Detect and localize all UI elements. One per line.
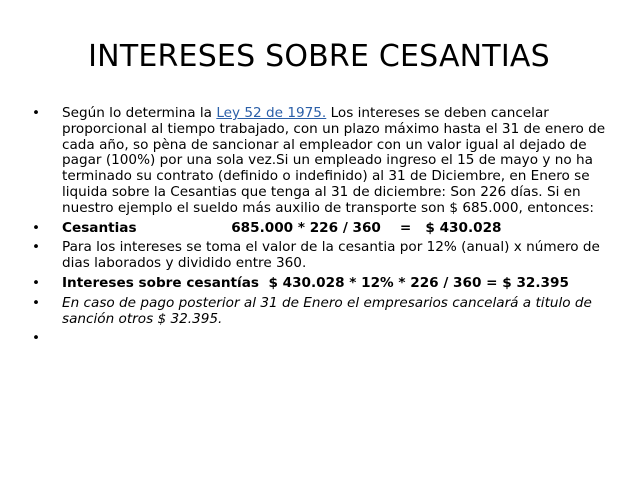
bullet-interest-rule	[30, 240, 618, 272]
interest-formula: $ 430.028 * 12% * 226 / 360 = $ 32.395	[268, 274, 569, 291]
bullet-icon: •	[31, 219, 41, 236]
bullet-cesantias-calc	[30, 221, 618, 237]
late-payment-text: En caso de pago posterior al 31 de Enero el empresarios cancelará a titulo de sanción otros $ 32.395.	[62, 294, 592, 327]
bullet-law-explanation	[30, 106, 618, 217]
law-text-intro: Según lo determina la	[62, 105, 217, 121]
bullet-late-payment	[30, 296, 618, 328]
cesantias-spacer	[137, 220, 232, 236]
cesantias-formula: 685.000 * 226 / 360 = $ 430.028	[231, 219, 502, 236]
law-text-body: Los intereses se deben cancelar proporcional al tiempo trabajado, con un plazo máximo hasta el 31 de enero de cada año, so pèna de sancionar al empleador con un valor igual al dejado de pagar (100%) por una sola vez.Si un empleado ingreso el 15 de mayo y no ha terminado su contrato (definido o indefinido) al 31 de Diciembre, en Enero se liquida sobre la Cesantias que tenga al 31 de diciembre: Son 226 días. Si en nuestro ejemplo el sueldo más auxilio de transporte son $ 685.000, entonces:	[62, 105, 606, 216]
interest-label: Intereses sobre cesantías	[62, 274, 259, 291]
bullet-interest-calc	[30, 276, 618, 292]
interest-rule-text: Para los intereses se toma el valor de la cesantia por 12% (anual) x número de dias laborados y dividido entre 360.	[62, 239, 600, 272]
law-link[interactable]: Ley 52 de 1975.	[216, 105, 327, 121]
bullet-icon: •	[31, 105, 41, 121]
cesantias-label: Cesantias	[62, 219, 137, 236]
bullet-list	[30, 106, 618, 351]
bullet-empty	[30, 331, 618, 347]
slide-title: INTERESES SOBRE CESANTIAS	[88, 39, 550, 74]
bullet-icon: •	[31, 294, 41, 311]
bullet-icon: •	[31, 239, 41, 256]
bullet-icon: •	[31, 274, 41, 291]
bullet-icon: •	[31, 330, 41, 347]
